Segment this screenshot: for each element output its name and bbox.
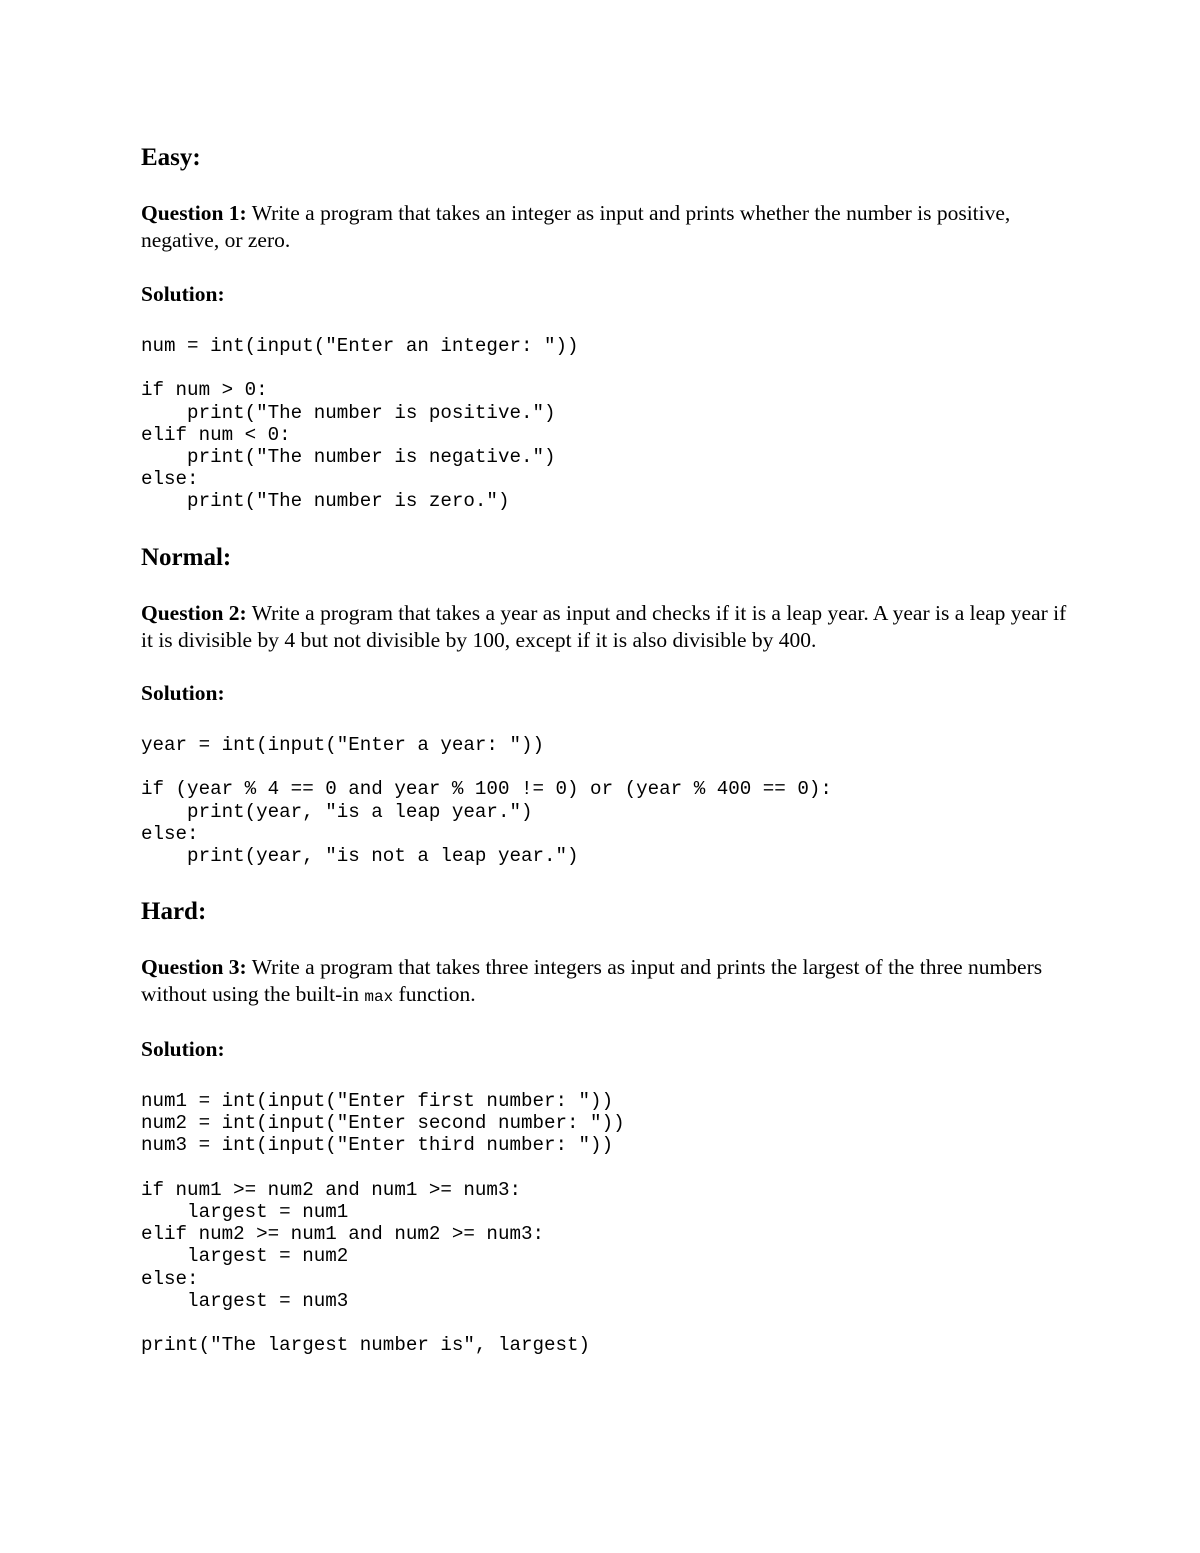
easy-heading: Easy: <box>141 144 201 171</box>
question-3-text-after: function. <box>393 982 476 1006</box>
question-1-label: Question 1: <box>141 201 247 225</box>
hard-heading: Hard: <box>141 898 207 925</box>
question-1-text: Write a program that takes an integer as input and prints whether the number is positive, negative, or zero. <box>141 201 1011 252</box>
question-1 <box>141 200 1071 254</box>
solution-2-code: year = int(input("Enter a year: ")) if (year % 4 == 0 and year % 100 != 0) or (year % 400 == 0): print(year, "is a leap year.") else: print(year, "is not a leap year.") <box>141 734 832 868</box>
question-3-text-before: Write a program that takes three integers as input and prints the largest of the three numbers without using the built-in <box>141 955 1043 1006</box>
question-2 <box>141 600 1071 654</box>
solution-3-code: num1 = int(input("Enter first number: ")) num2 = int(input("Enter second number: ")) num3 = int(input("Enter third number: ")) if num1 >= num2 and num1 >= num3: largest = num1 elif num2 >= num1 and num2 >= num3: largest = num2 else: largest = num3 print("The largest number is", largest) <box>141 1090 625 1357</box>
question-2-text: Write a program that takes a year as input and checks if it is a leap year. A year is a leap year if it is divisible by 4 but not divisible by 100, except if it is also divisible by 400. <box>141 601 1067 652</box>
normal-heading: Normal: <box>141 544 232 571</box>
solution-3-label: Solution: <box>141 1037 225 1061</box>
solution-1-label: Solution: <box>141 282 225 306</box>
solution-1-code: num = int(input("Enter an integer: ")) if num > 0: print("The number is positive.") elif num < 0: print("The number is negative.") else: print("The number is zero.") <box>141 335 579 513</box>
question-3 <box>141 954 1071 1011</box>
question-2-label: Question 2: <box>141 601 247 625</box>
question-3-code-word: max <box>364 988 394 1006</box>
solution-2-label: Solution: <box>141 681 225 705</box>
question-3-label: Question 3: <box>141 955 247 979</box>
